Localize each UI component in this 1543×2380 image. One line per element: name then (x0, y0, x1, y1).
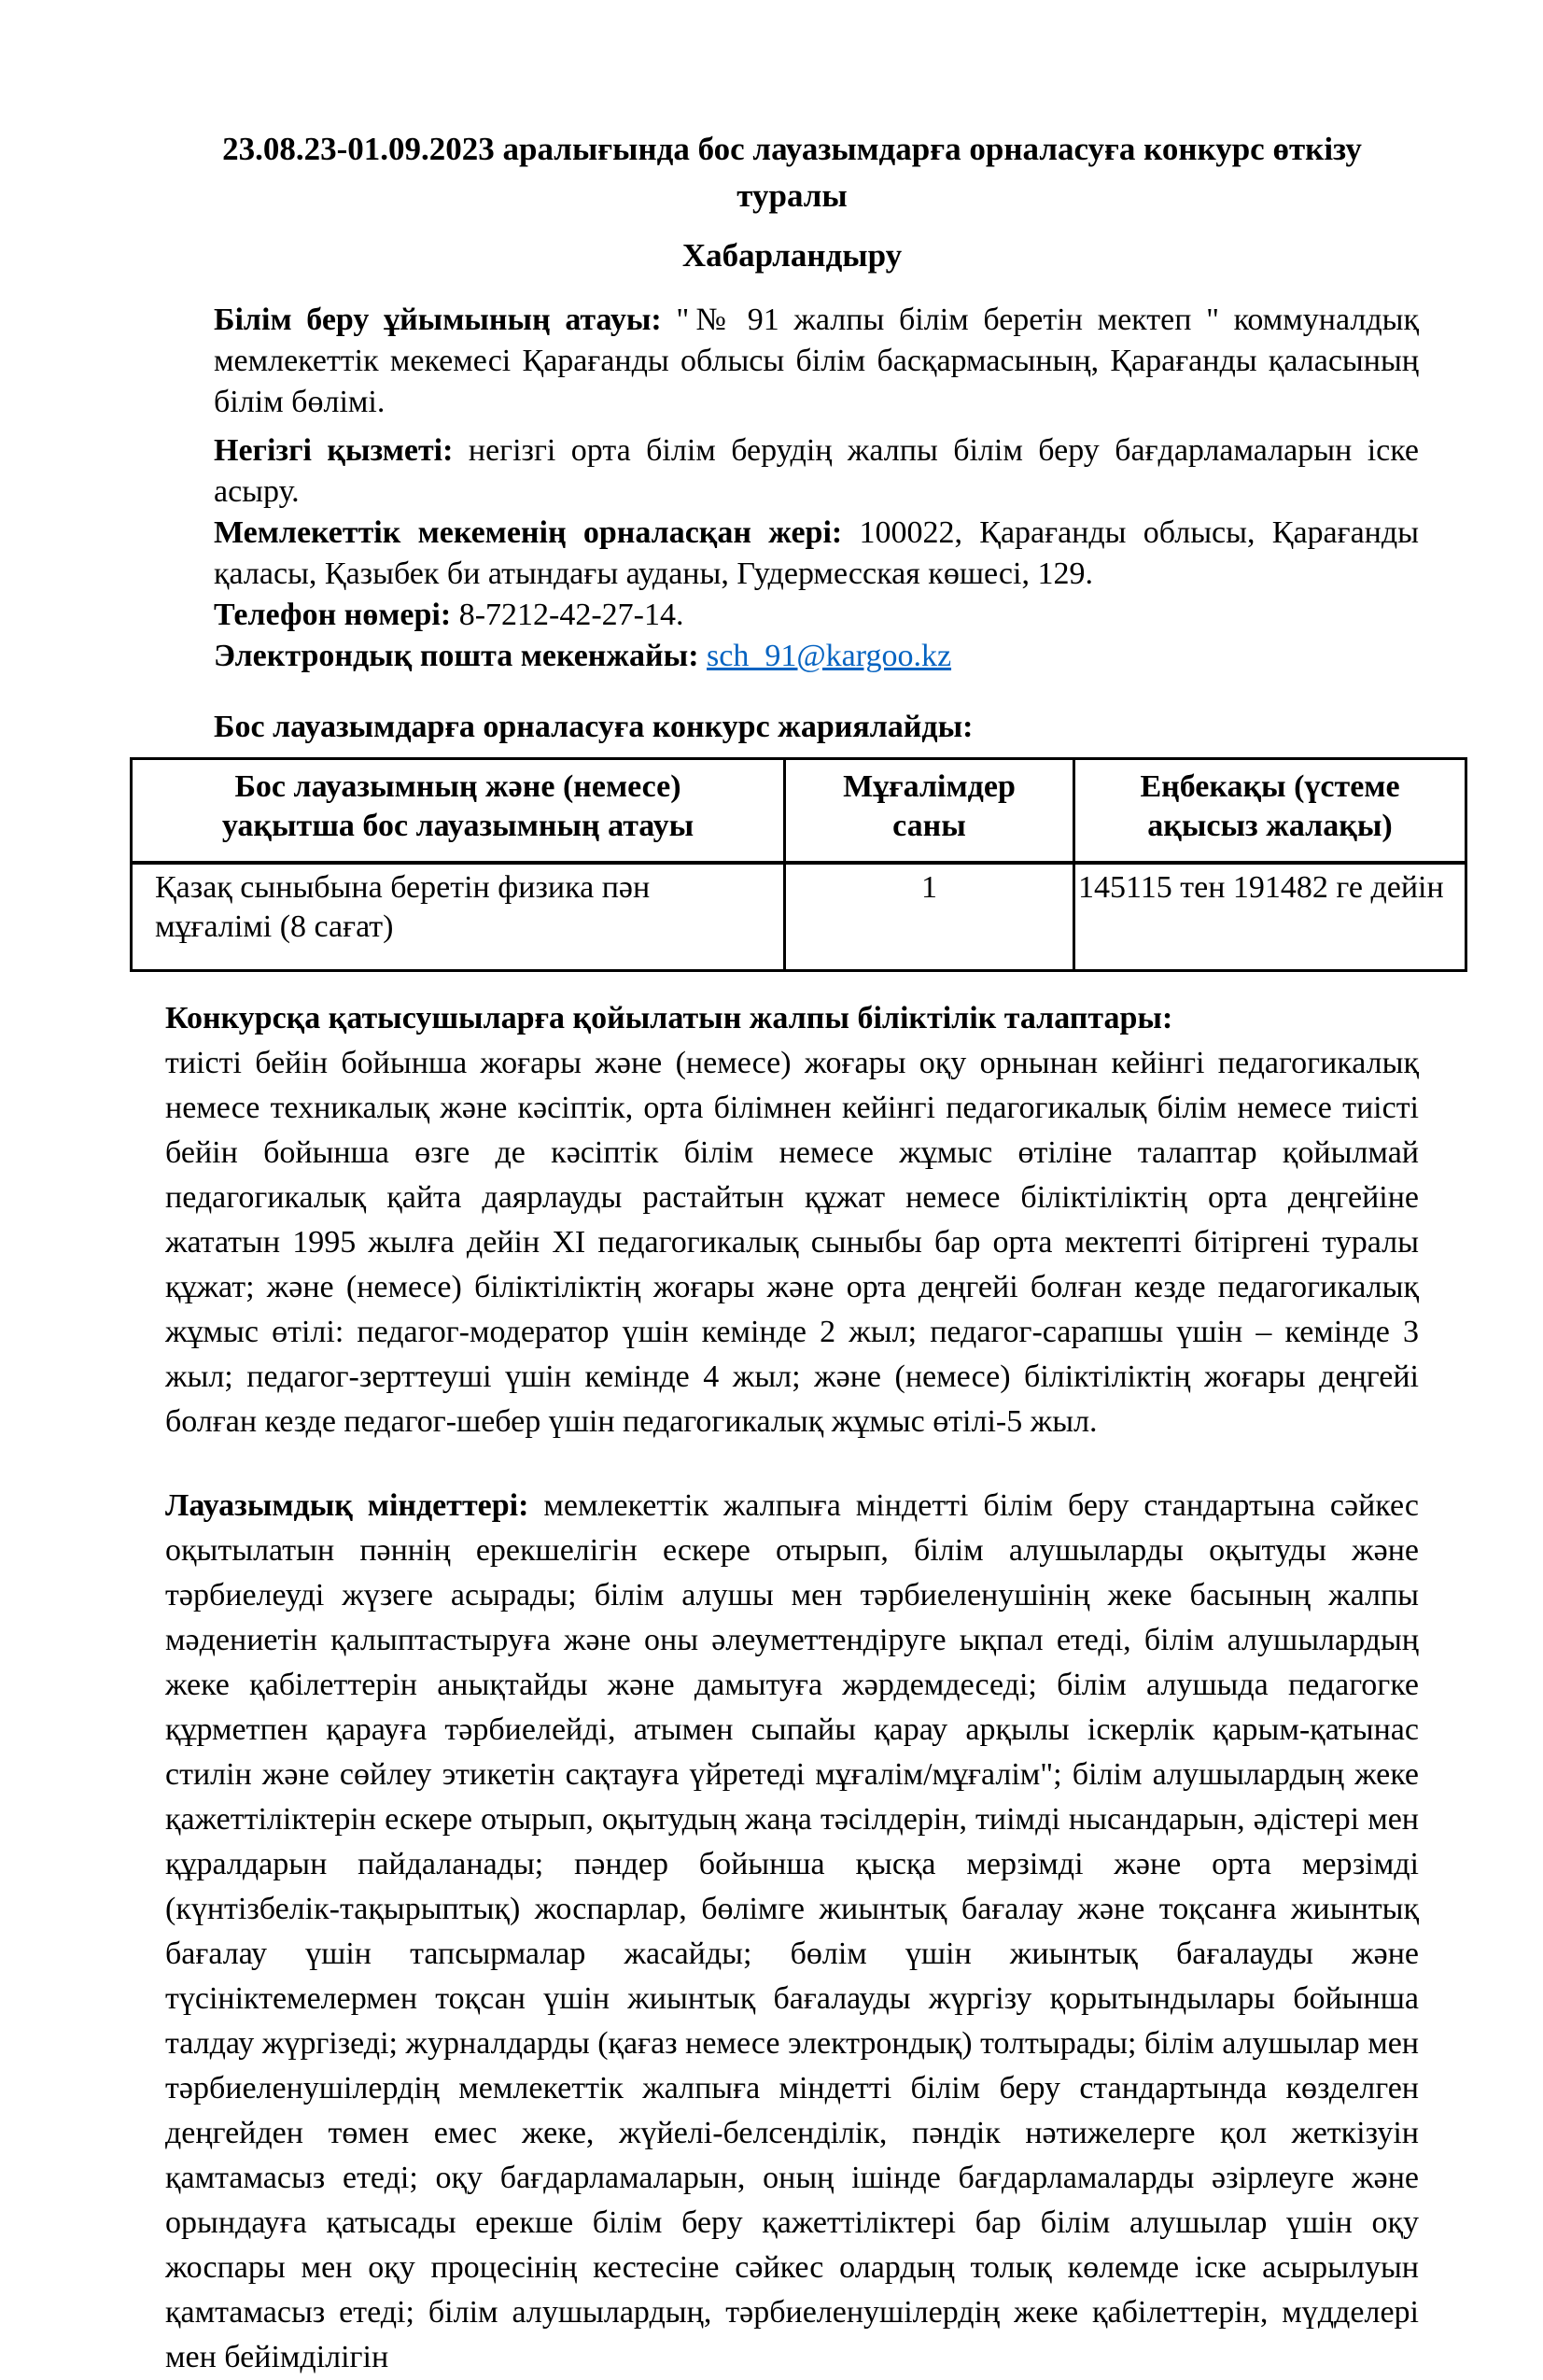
cell-salary: 145115 тен 191482 ге дейін (1074, 863, 1466, 971)
phone-paragraph (214, 595, 1419, 636)
document-subtitle: Хабарландыру (681, 237, 903, 274)
email-label: Электрондық пошта мекенжайы: (214, 639, 699, 673)
vacancy-table-header-row (132, 759, 1466, 864)
duties-label: Лауазымдық міндеттері: (165, 1488, 529, 1523)
activity-text: негізгі орта білім берудің жалпы білім беру бағдарламаларын іске асыру. (214, 433, 1420, 509)
title-line-1: 23.08.23-01.09.2023 аралығында бос лауазымдарға орналасуға конкурс өткізу (222, 131, 1362, 167)
column-header-position: Бос лауазымның және (немесе) уақытша бос лауазымның атауы (132, 759, 785, 864)
document-title (165, 126, 1419, 219)
email-paragraph (214, 636, 1419, 677)
qualification-heading: Конкурсқа қатысушыларға қойылатын жалпы біліктілік талаптары: (165, 1001, 1173, 1035)
title-line-2: туралы (736, 177, 848, 214)
duties-section (165, 1484, 1419, 2380)
column-header-teacher-count: Мұғалімдер саны (785, 759, 1074, 864)
vacancy-table (130, 757, 1467, 972)
org-name-paragraph (214, 300, 1419, 423)
location-text: 100022, Қарағанды облысы, Қарағанды қаласы, Қазыбек би атындағы ауданы, Гудермесская көшесі, 129. (214, 515, 1419, 591)
duties-body: мемлекеттік жалпыға міндетті білім беру стандартына сәйкес оқытылатын пәннің ерекшелігін ескере отырып, білім алушыларды оқытуды және тәрбиелеуді жүзеге асырады; білім алушы мен тәрбиеленушінің жеке басының жалпы мәдениетін қалыптастыруға және оны әлеуметтендіруге ықпал етеді, білім алушылардың жеке қабілеттерін анықтайды және дамытуға жәрдемдеседі; білім алушыда педагогке құрметпен қарауға тәрбиелейді, атымен сыпайы қарау арқылы іскерлік қарым-қатынас стилін және сөйлеу этикетін сақтауға үйретеді мұғалім/мұғалім"; білім алушылардың жеке қажеттіліктерін ескере отырып, оқытудың жаңа тәсілдерін, тиімді нысандарын, әдістері мен құралдарын пайдаланады; пәндер бойынша қысқа мерзімді және орта мерзімді (күнтізбелік-тақырыптық) жоспарлар, бөлімге жиынтық бағалау және тоқсанға жиынтық бағалау үшін тапсырмалар жасайды; бөлім үшін жиынтық бағалауды және түсініктемелермен тоқсан үшін жиынтық бағалауды жүргізу қорытындылары бойынша талдау жүргізеді; журналдарды (қағаз немесе электрондық) толтырады; білім алушылар мен тәрбиеленушілердің мемлекеттік жалпыға міндетті білім беру стандартында көзделген деңгейден төмен емес жеке, жүйелі-белсенділік, пәндік нәтижелерге қол жеткізуін қамтамасыз етеді; оқу бағдарламаларын, оның ішінде бағдарламаларды әзірлеуге және орындауға қатысады ерекше білім беру қажеттіліктері бар білім алушылар үшін оқу жоспары мен оқу процесінің кестесіне сәйкес олардың толық көлемде іске асырылуын қамтамасыз етеді; білім алушылардың, тәрбиеленушілердің жеке қабілеттерін, мүдделері мен бейімділігін (165, 1488, 1419, 2374)
email-link[interactable]: sch_91@kargoo.kz (707, 639, 952, 673)
cell-teacher-count: 1 (785, 863, 1074, 971)
activity-paragraph (214, 430, 1419, 513)
activity-label: Негізгі қызметі: (214, 433, 454, 468)
qualification-body: тиісті бейін бойынша жоғары және (немесе) жоғары оқу орнынан кейінгі педагогикалық немесе техникалық және кәсіптік, орта білімнен кейінгі педагогикалық білім немесе тиісті бейін бойынша өзге де кәсіптік білім немесе жұмыс өтіліне талаптар қойылмай педагогикалық қайта даярлауды растайтын құжат немесе біліктіліктің орта деңгейіне жататын 1995 жылға дейін XI педагогикалық сыныбы бар орта мектепті бітіргені туралы құжат; және (немесе) біліктіліктің жоғары және орта деңгейі болған кезде педагогикалық жұмыс өтілі: педагог-модератор үшін кемінде 2 жыл; педагог-сарапшы үшін – кемінде 3 жыл; педагог-зерттеуші үшін кемінде 4 жыл; және (немесе) біліктіліктің жоғары деңгейі болған кезде педагог-шебер үшін педагогикалық жұмыс өтілі-5 жыл. (165, 1046, 1419, 1439)
column-header-salary: Еңбекақы (үстеме ақысыз жалақы) (1074, 759, 1466, 864)
qualification-section (165, 996, 1419, 1444)
location-label: Мемлекеттік мекеменің орналасқан жері: (214, 515, 843, 550)
organization-info (165, 300, 1419, 677)
phone-label: Телефон нөмері: (214, 598, 452, 632)
org-name-label: Білім беру ұйымының атауы: (214, 303, 662, 337)
cell-position: Қазақ сыныбына беретін физика пән мұғалімі (8 сағат) (132, 863, 785, 971)
vacancy-table-row (132, 863, 1466, 971)
phone-text: 8-7212-42-27-14. (458, 598, 684, 632)
org-name-text: "№ 91 жалпы білім беретін мектеп " коммуналдық мемлекеттік мекемесі Қарағанды облысы білім басқармасының, Қарағанды қаласының білім бөлімі. (214, 303, 1420, 419)
vacancy-table-caption: Бос лауазымдарға орналасуға конкурс жариялайды: (214, 710, 974, 744)
location-paragraph (214, 513, 1419, 595)
duties-paragraph (165, 1484, 1419, 2380)
